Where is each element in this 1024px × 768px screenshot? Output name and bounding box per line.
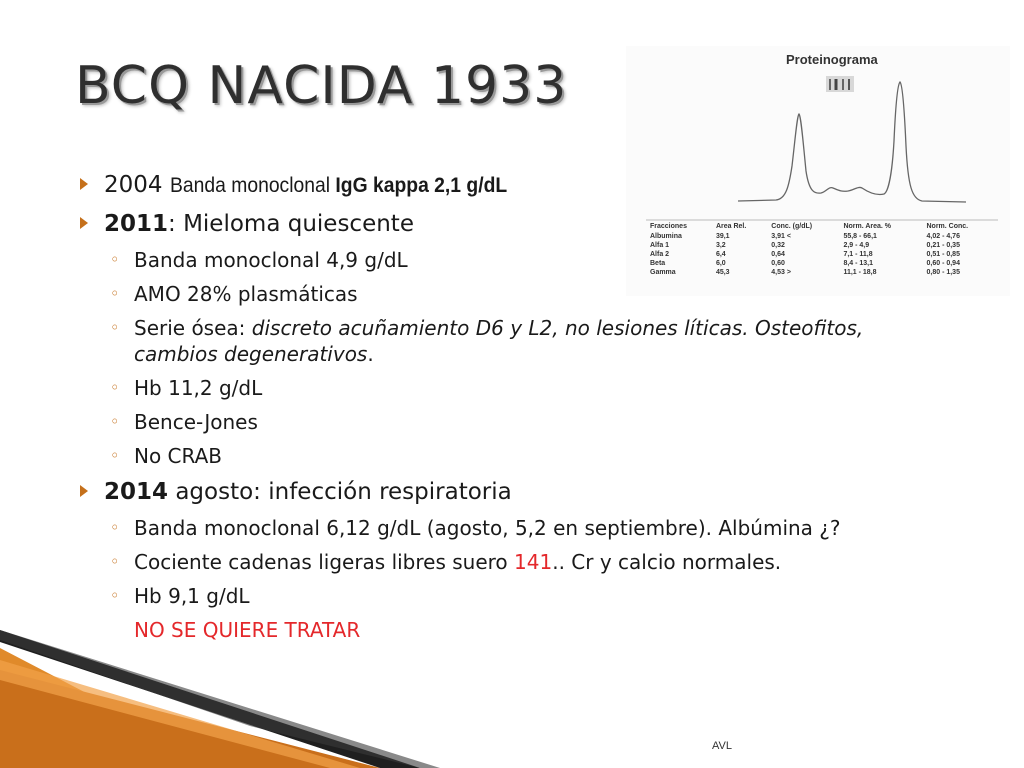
ring-bullet-icon: ◦: [110, 518, 120, 537]
table-header: Fracciones: [650, 223, 687, 230]
arrow-bullet-icon: [80, 217, 88, 229]
table-cell: 0,60: [771, 260, 785, 267]
bullet-2014: [80, 477, 930, 507]
table-cell: 45,3: [715, 269, 730, 276]
sub-bullet-text: Hb 9,1 g/dL: [134, 584, 250, 608]
arrow-bullet-icon: [80, 178, 88, 190]
slide-title: BCQ NACIDA 1933: [75, 56, 568, 116]
table-cell: Gamma: [650, 269, 676, 276]
warning-text: NO SE QUIERE TRATAR: [134, 618, 361, 642]
ring-bullet-icon: ◦: [110, 318, 120, 337]
table-cell: 0,32: [771, 242, 785, 249]
ring-bullet-icon: ◦: [110, 250, 120, 269]
sub-bullet: [80, 515, 934, 541]
table-cell: Alfa 2: [650, 251, 670, 258]
table-cell: 39,1: [715, 233, 730, 240]
sub-bullet: [80, 247, 934, 273]
table-cell: 2,9 - 4,9: [843, 242, 870, 249]
table-cell: Alfa 1: [650, 242, 670, 249]
bottom-swoosh-decoration: [0, 630, 1024, 768]
table-cell: 8,4 - 13,1: [843, 260, 874, 267]
sub-bullet-text: Hb 11,2 g/dL: [134, 376, 263, 400]
ring-bullet-icon: ◦: [110, 446, 120, 465]
table-header: Norm. Area. %: [843, 223, 892, 230]
sub-bullet: [80, 281, 934, 307]
table-header: Area Rel.: [715, 223, 747, 230]
table-cell: 0,60 - 0,94: [926, 260, 960, 267]
table-header: Conc. (g/dL): [771, 223, 813, 230]
sub-bullet: [80, 443, 934, 469]
bullet-text: : Mieloma quiescente: [168, 211, 414, 237]
table-header: Norm. Conc.: [926, 223, 969, 230]
bullet-text: Banda monoclonal: [169, 174, 336, 197]
ring-bullet-icon: ◦: [110, 586, 120, 605]
table-cell: 6,4: [715, 251, 726, 258]
sub-bullet-text: .. Cr y calcio normales.: [552, 550, 782, 574]
sub-bullet-text: Bence-Jones: [134, 410, 258, 434]
highlighted-value: 141: [514, 550, 553, 574]
ring-bullet-icon: ◦: [110, 412, 120, 431]
sub-bullet-text: Cociente cadenas ligeras libres suero: [134, 550, 515, 574]
table-cell: 6,0: [715, 260, 726, 267]
ring-bullet-icon: ◦: [110, 284, 120, 303]
sub-bullet-text: Serie ósea:: [134, 316, 252, 340]
slide-content: [80, 170, 930, 651]
bullet-bold-text: IgG kappa 2,1 g/dL: [335, 174, 508, 197]
table-cell: 0,51 - 0,85: [926, 251, 960, 258]
sub-bullet: [80, 315, 934, 367]
sub-bullet-text: .: [367, 342, 374, 366]
table-cell: 0,21 - 0,35: [926, 242, 960, 249]
sub-bullet: [80, 583, 934, 609]
figure-title: Proteinograma: [786, 52, 878, 67]
bullet-2004: [80, 170, 930, 201]
table-cell: 4,53 >: [771, 269, 791, 276]
sub-bullet: [80, 409, 934, 435]
sub-bullet-text: Banda monoclonal 6,12 g/dL (agosto, 5,2 en septiembre). Albúmina ¿?: [134, 516, 841, 540]
sub-bullet-italic-text: discreto acuñamiento D6 y L2, no lesiones líticas. Osteofitos, cambios degenerativos: [134, 316, 864, 366]
year-text: 2004: [104, 172, 170, 198]
sub-bullet-text: No CRAB: [134, 444, 223, 468]
table-cell: 3,2: [715, 242, 726, 249]
table-cell: Beta: [650, 260, 666, 267]
year-text: 2014: [104, 479, 169, 505]
sub-bullet: [80, 549, 934, 575]
arrow-bullet-icon: [80, 485, 88, 497]
table-cell: 3,91 <: [771, 233, 791, 240]
table-cell: Albumina: [650, 233, 682, 240]
footer-author: AVL: [712, 740, 732, 752]
sub-bullet-text: AMO 28% plasmáticas: [134, 282, 358, 306]
table-cell: 55,8 - 66,1: [843, 233, 877, 240]
sub-bullet-text: Banda monoclonal 4,9 g/dL: [134, 248, 408, 272]
table-cell: 0,64: [771, 251, 785, 258]
table-cell: 11,1 - 18,8: [843, 269, 877, 276]
year-text: 2011: [104, 211, 169, 237]
bullet-2011: [80, 209, 930, 239]
ring-bullet-icon: ◦: [110, 552, 120, 571]
table-cell: 7,1 - 11,8: [843, 251, 873, 258]
table-cell: 4,02 - 4,76: [926, 233, 960, 240]
sub-bullet: [80, 375, 934, 401]
ring-bullet-icon: ◦: [110, 378, 120, 397]
bullet-text: agosto: infección respiratoria: [168, 479, 512, 505]
table-cell: 0,80 - 1,35: [926, 269, 960, 276]
